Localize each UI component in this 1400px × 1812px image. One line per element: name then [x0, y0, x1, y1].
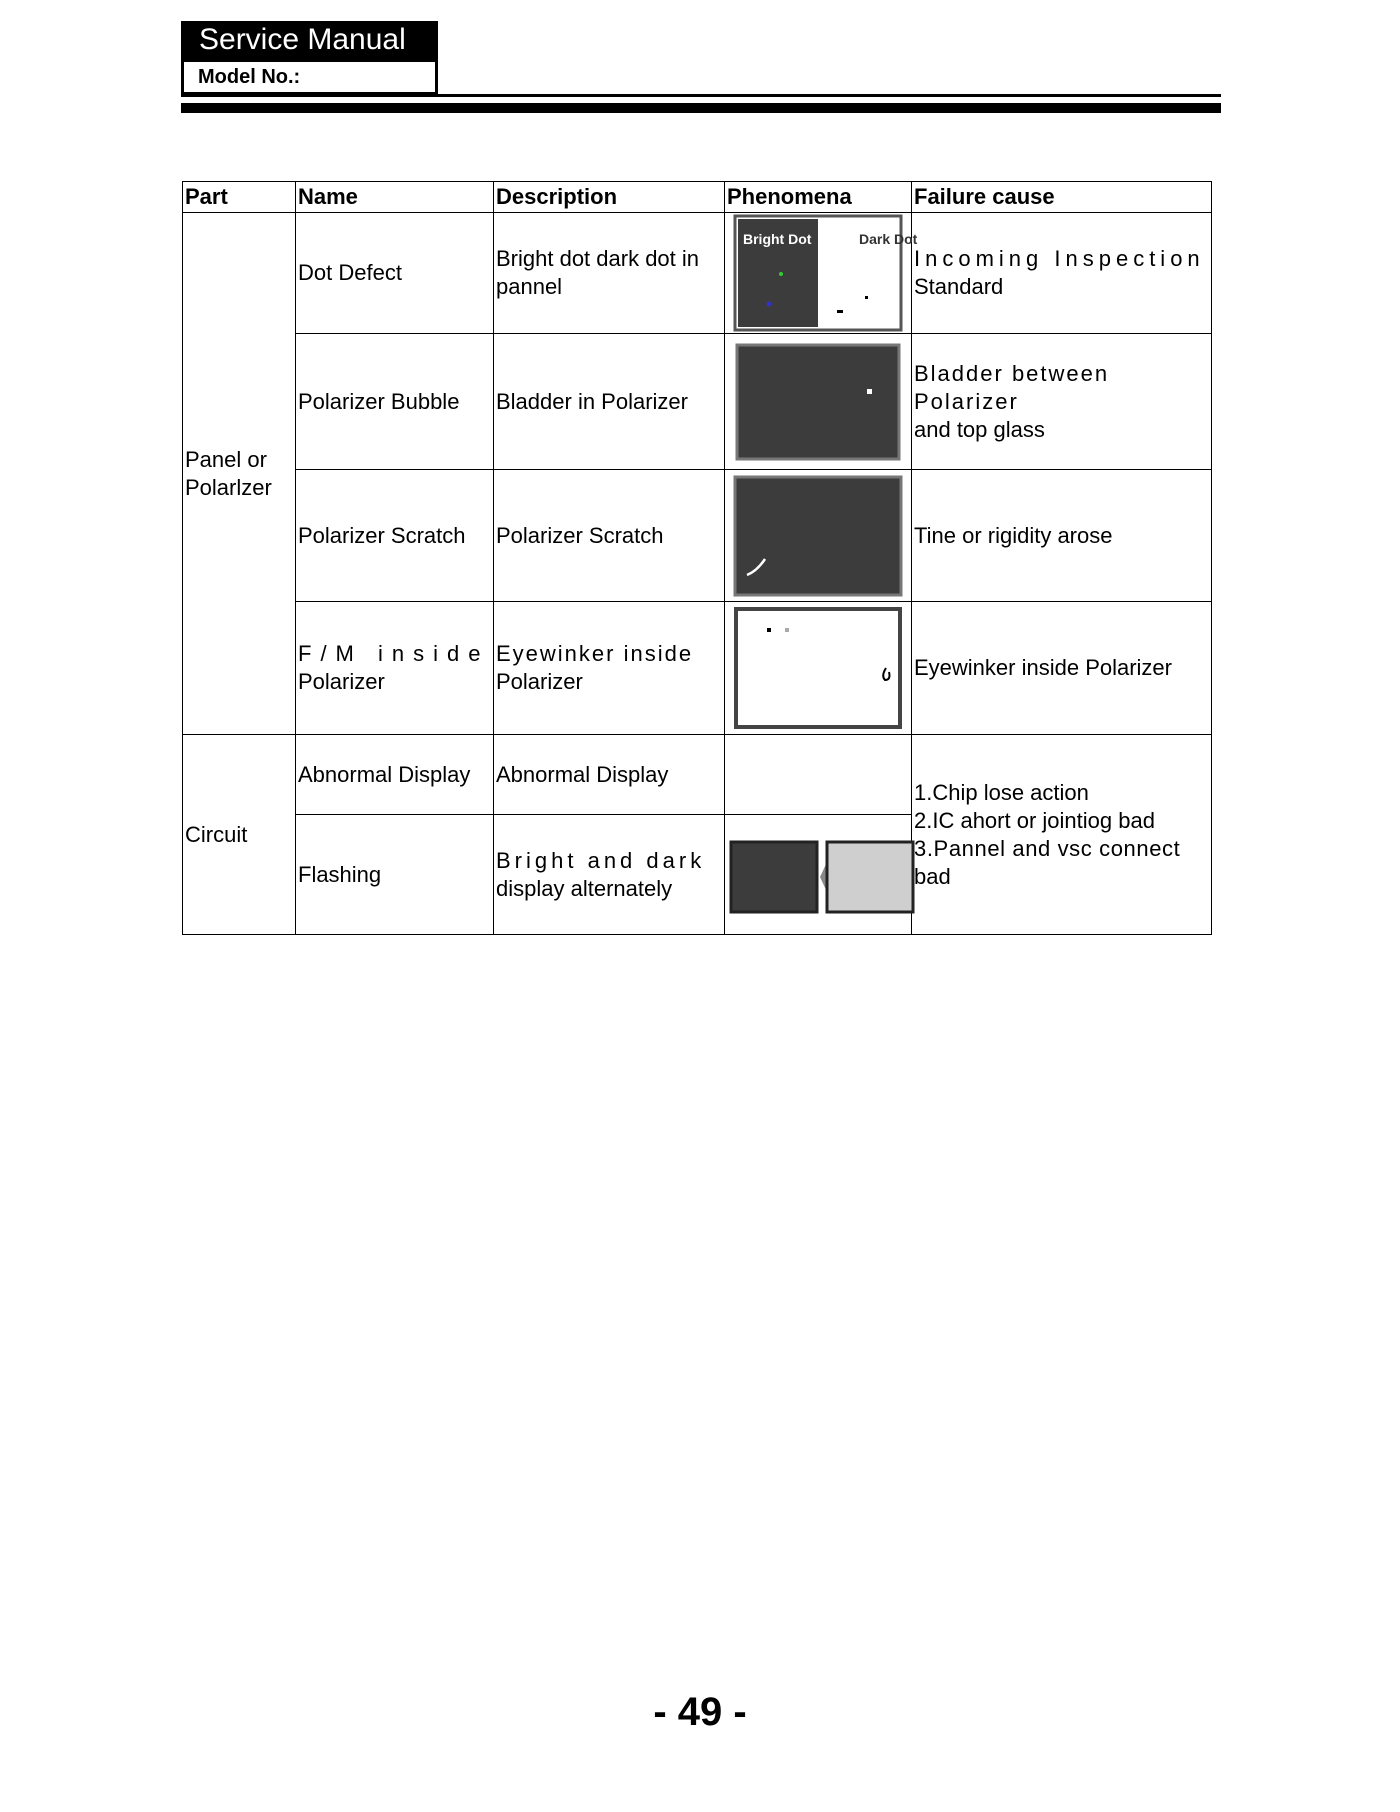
description-cell [494, 470, 725, 602]
column-header-part: Part [183, 182, 296, 213]
bright-dot-label: Bright Dot [743, 231, 812, 247]
name-cell [296, 602, 494, 735]
description-text: display alternately [496, 875, 673, 901]
phenomena-cell [725, 334, 912, 470]
failure-cause-cell [912, 334, 1212, 470]
description-text: Bladder in Polarizer [496, 388, 688, 414]
description-text: Polarizer Scratch [496, 522, 664, 548]
name-text: Dot Defect [298, 260, 402, 285]
failure-cause-cell [912, 470, 1212, 602]
dark-dot-label: Dark Dot [859, 231, 918, 247]
header-rule-thick [181, 103, 1221, 113]
column-header-failure-cause: Failure cause [912, 182, 1212, 213]
flashing-illustration [727, 830, 913, 920]
failure-cause-line: Eyewinker inside Polarizer [914, 655, 1172, 680]
failure-cause-line: Bladder between Polarizer [914, 360, 1110, 414]
name-text: F/M inside [298, 641, 490, 666]
column-header-phenomena: Phenomena [725, 182, 912, 213]
description-cell [494, 815, 725, 935]
failure-cause-cell [912, 213, 1212, 334]
model-number-label: Model No.: [184, 62, 435, 92]
header-rule-thin [181, 94, 1221, 97]
name-text: Abnormal Display [298, 761, 471, 787]
dot-defect-illustration [733, 214, 918, 332]
failure-cause-cell [912, 602, 1212, 735]
name-cell [296, 815, 494, 935]
description-text: Abnormal Display [496, 761, 669, 787]
header-title: Service Manual [199, 23, 406, 56]
failure-cause-line: Tine or rigidity arose [914, 522, 1113, 548]
failure-cause-line: Standard [914, 274, 1004, 299]
column-header-description: Description [494, 182, 725, 213]
phenomena-cell [725, 213, 918, 334]
name-cell [296, 213, 494, 334]
part-label-circuit: Circuit [185, 821, 248, 847]
polarizer-bubble-illustration [735, 343, 901, 461]
description-cell [494, 602, 725, 735]
description-text: Bright dot dark dot in pannel [496, 246, 700, 299]
description-cell [494, 334, 725, 470]
failure-cause-cell [912, 735, 1212, 935]
polarizer-scratch-illustration [733, 475, 903, 597]
description-text: Polarizer [496, 669, 583, 694]
phenomena-cell [725, 602, 912, 735]
failure-cause-line: 1.Chip lose action [914, 779, 1089, 805]
foreign-matter-illustration [733, 606, 903, 730]
description-cell [494, 213, 725, 334]
phenomena-cell-empty [725, 735, 912, 815]
description-text: Bright and dark [496, 847, 706, 873]
name-cell [296, 735, 494, 815]
description-cell [494, 735, 725, 815]
page-number: - 49 - [653, 1690, 747, 1734]
phenomena-cell [725, 815, 912, 935]
part-cell-circuit [183, 735, 296, 935]
column-header-name: Name [296, 182, 494, 213]
failure-cause-line: 2.IC ahort or jointiog bad [914, 807, 1155, 833]
name-text: Polarizer Bubble [298, 388, 460, 414]
failure-cause-line: and top glass [914, 416, 1045, 442]
failure-table [182, 181, 1212, 935]
phenomena-cell [725, 470, 912, 602]
name-text: Polarizer Scratch [298, 522, 466, 548]
failure-cause-line: bad [914, 863, 951, 889]
description-text: Eyewinker inside [496, 641, 694, 666]
part-cell-panel [183, 213, 296, 735]
part-label-panel: Panel or Polarlzer [185, 446, 272, 500]
name-cell [296, 470, 494, 602]
name-text: Flashing [298, 861, 382, 887]
failure-cause-line: Incoming Inspection [914, 246, 1205, 271]
name-text: Polarizer [298, 669, 385, 694]
failure-cause-line: 3.Pannel and vsc connect [914, 835, 1181, 861]
name-cell [296, 334, 494, 470]
